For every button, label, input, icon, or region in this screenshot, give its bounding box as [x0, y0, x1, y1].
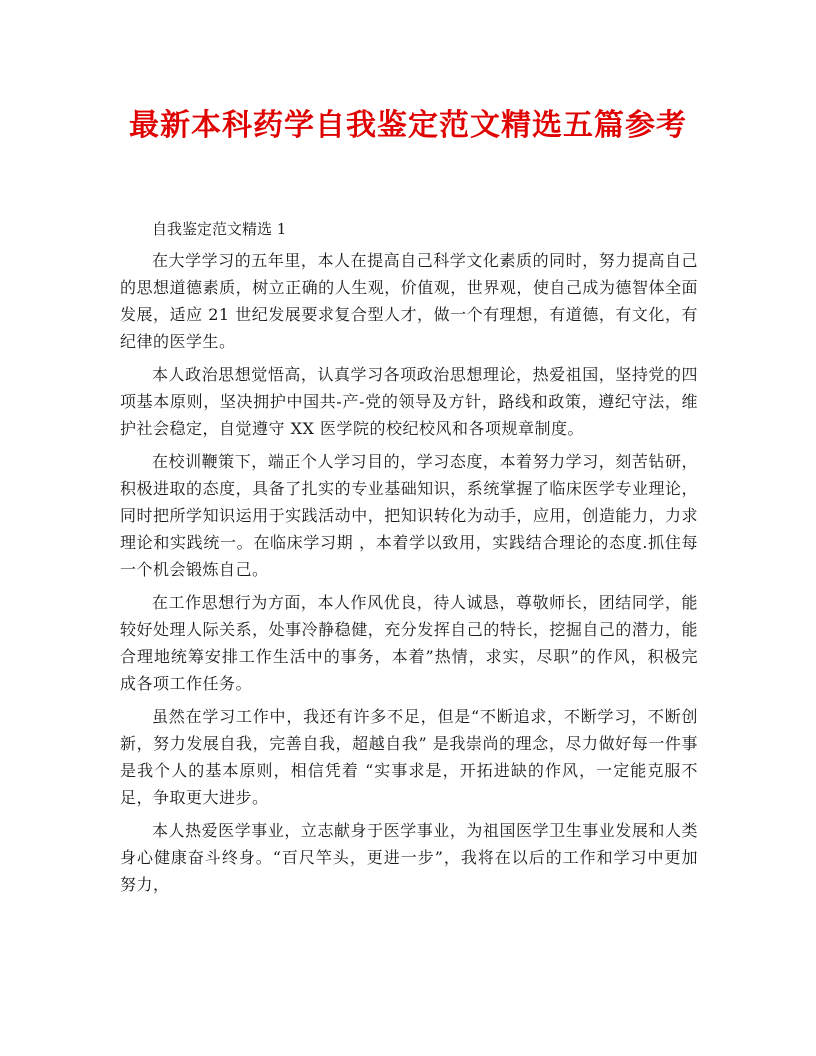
- paragraph-2: 本人政治思想觉悟高，认真学习各项政治思想理论，热爱祖国，坚持党的四项基本原则，坚决拥护中国共-产-党的领导及方针，路线和政策，遵纪守法，维护社会稳定，自觉遵守 XX 医学院的校纪校风和各项规章制度。: [120, 365, 698, 438]
- document-title: 最新本科药学自我鉴定范文精选五篇参考: [129, 108, 687, 143]
- paragraph-4: 在工作思想行为方面，本人作风优良，待人诚恳，尊敬师长，团结同学，能较好处理人际关系，处事冷静稳健，充分发挥自己的特长，挖掘自己的潜力，能合理地统筹安排工作生活中的事务，本着”热情，求实，尽职”的作风，积极完成各项工作任务。: [120, 593, 698, 693]
- section-heading: 自我鉴定范文精选 1: [152, 220, 287, 238]
- paragraph-1: 在大学学习的五年里，本人在提高自己科学文化素质的同时，努力提高自己的思想道德素质，树立正确的人生观，价值观，世界观，使自己成为德智体全面发展，适应 21 世纪发展要求复合型人才，做一个有理想，有道德，有文化，有纪律的医学生。: [120, 251, 698, 351]
- paragraph-5: 虽然在学习工作中，我还有许多不足，但是“不断追求，不断学习，不断创新，努力发展自我，完善自我，超越自我” 是我崇尚的理念，尽力做好每一件事是我个人的基本原则，相信凭着 “实事求是，开拓进缺的作风，一定能克服不足，争取更大进步。: [120, 707, 698, 807]
- paragraph-6: 本人热爱医学事业，立志献身于医学事业，为祖国医学卫生事业发展和人类身心健康奋斗终身。“百尺竿头，更进一步”，我将在以后的工作和学习中更加努力，: [120, 821, 698, 894]
- paragraph-3: 在校训鞭策下，端正个人学习目的，学习态度，本着努力学习，刻苦钻研，积极进取的态度，具备了扎实的专业基础知识，系统掌握了临床医学专业理论，同时把所学知识运用于实践活动中，把知识转化为动手，应用，创造能力，力求理论和实践统一。在临床学习期 ，本着学以致用，实践结合理论的态度.抓住每一个机会锻炼自己。: [120, 452, 698, 579]
- document-body: [120, 216, 698, 904]
